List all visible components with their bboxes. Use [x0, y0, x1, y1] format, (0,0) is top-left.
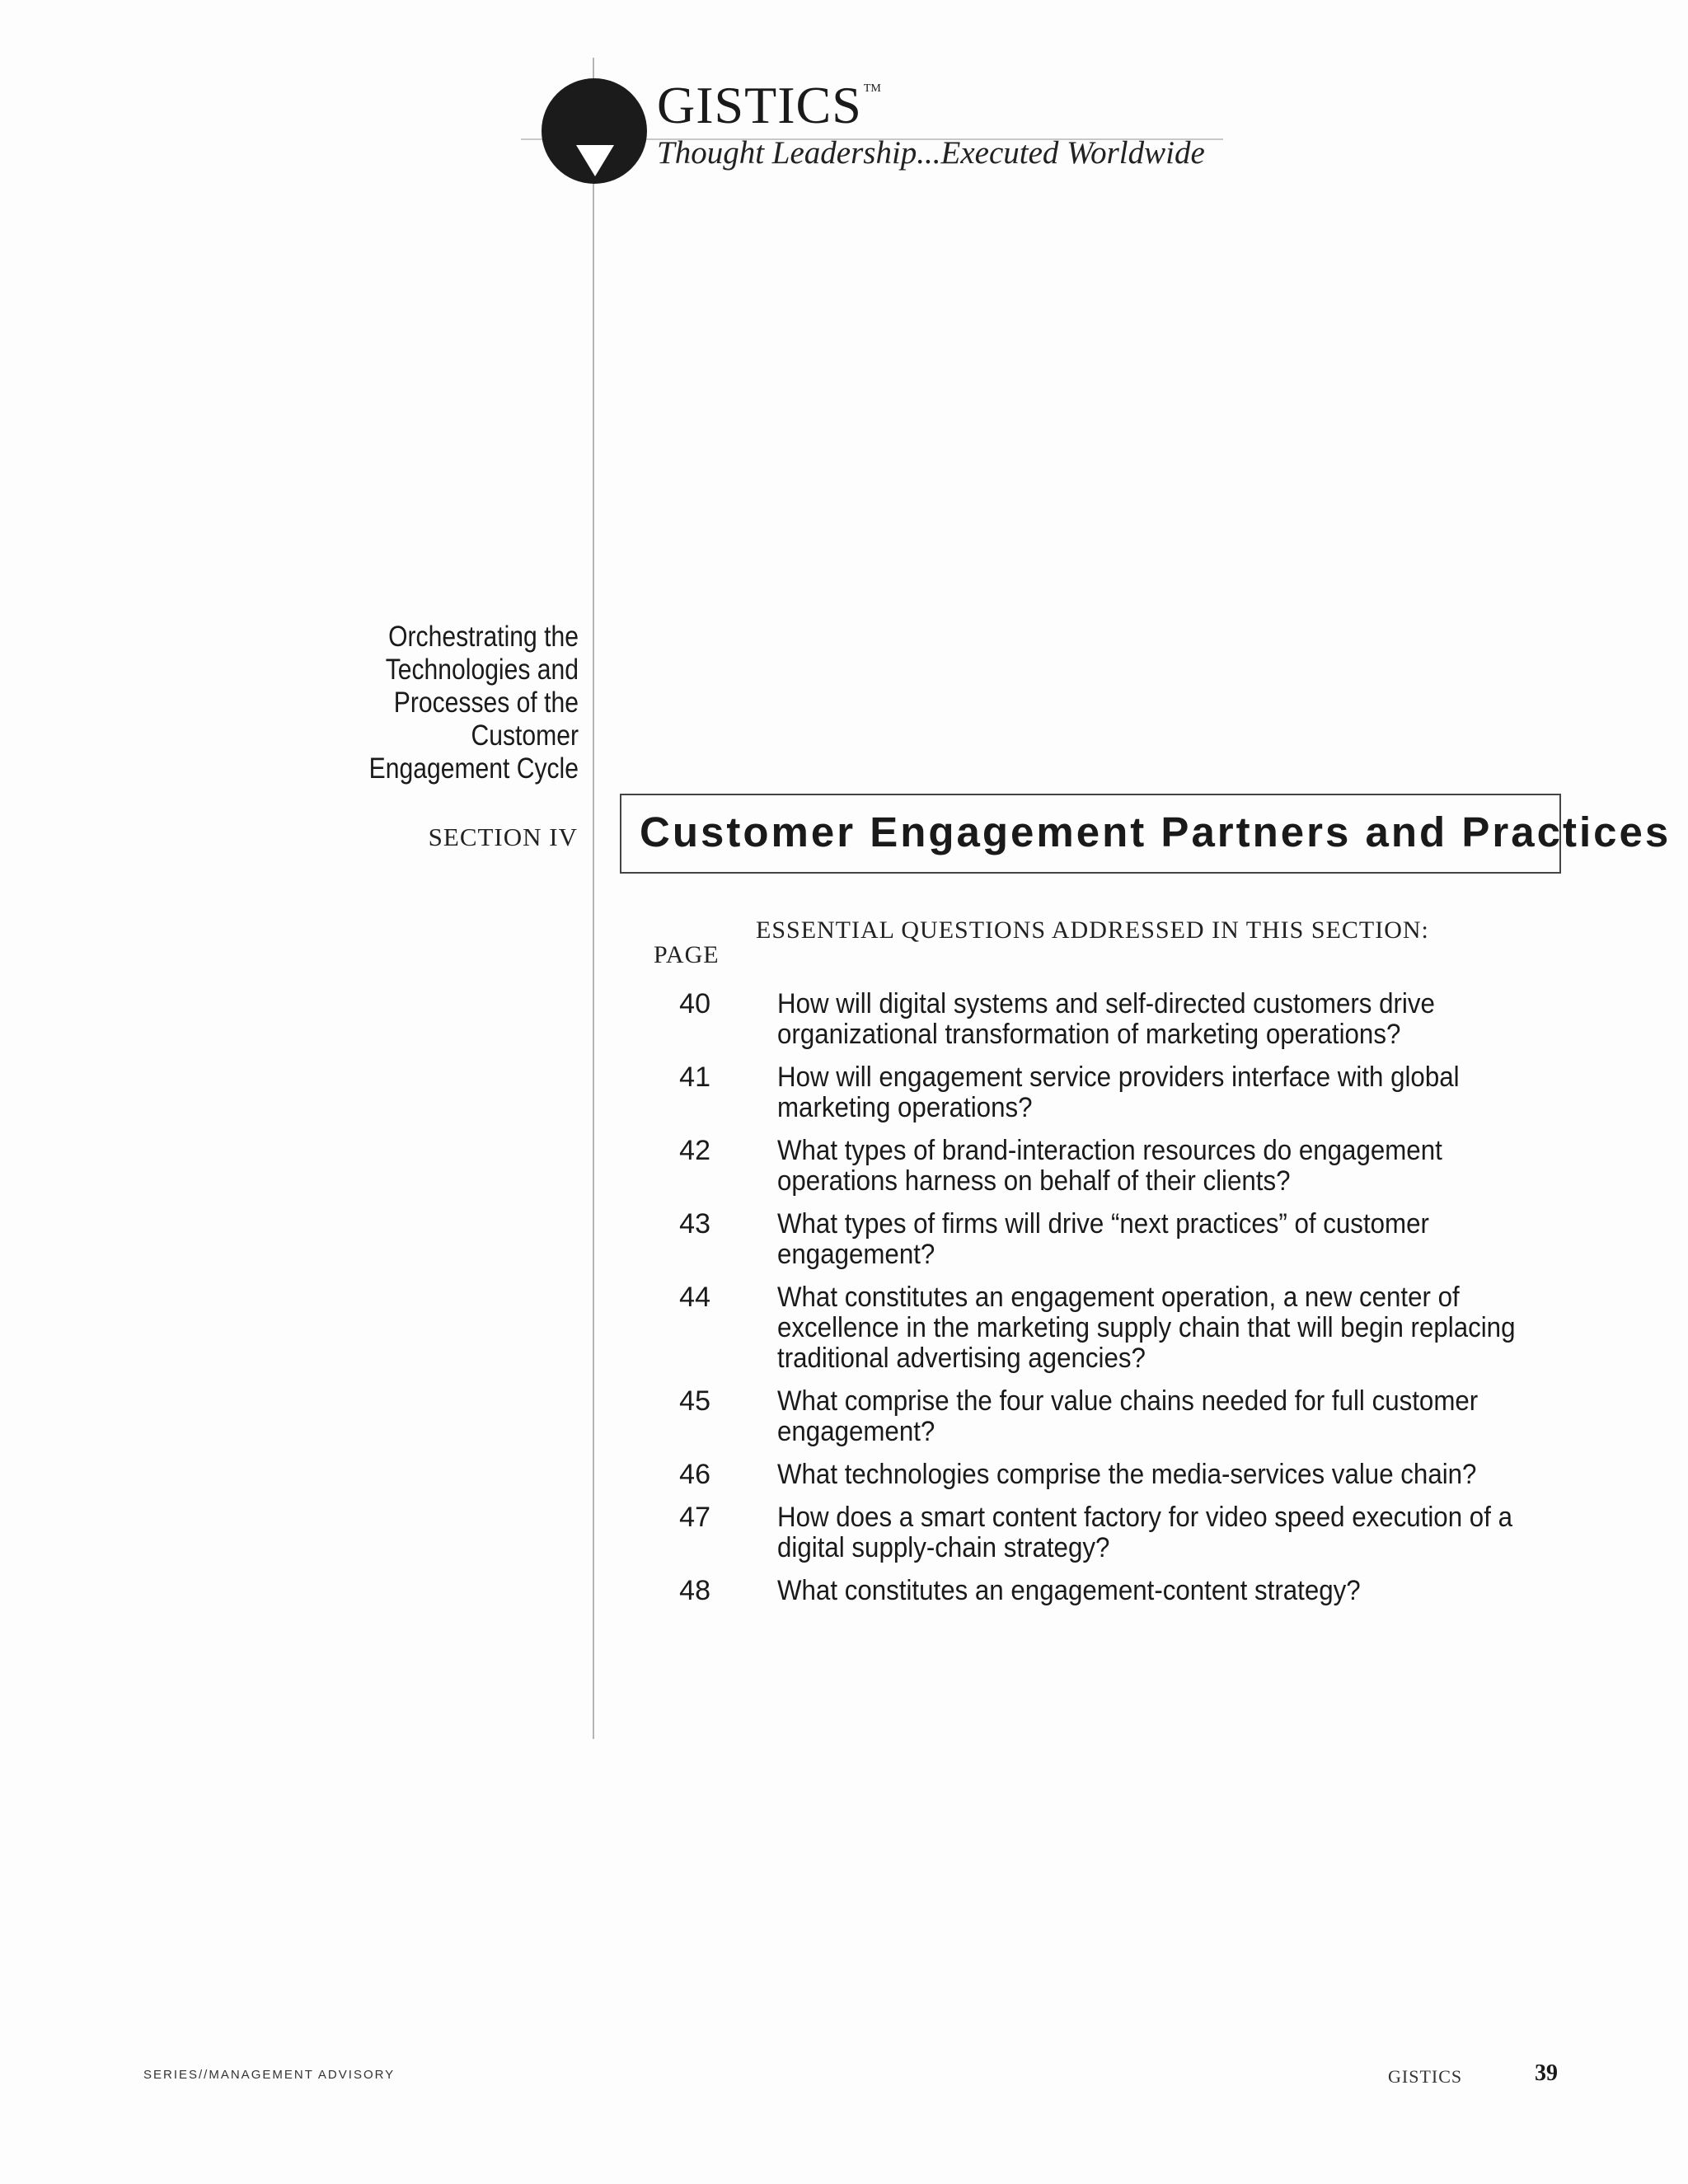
side-title-line: Orchestrating the [388, 621, 579, 653]
question-text: How will digital systems and self-directed customers drive organizational transformation of marketing operations? [777, 988, 1435, 1050]
side-title-line: Processes of the [393, 687, 579, 719]
question-text: How will engagement service providers interface with global marketing operations? [777, 1062, 1460, 1123]
question-text: What types of firms will drive “next practices” of customer engagement? [777, 1208, 1429, 1270]
question-page: 43 [679, 1208, 710, 1240]
section-label: SECTION IV [428, 823, 578, 851]
question-page: 45 [679, 1385, 710, 1417]
page-column-label: PAGE [654, 941, 720, 968]
question-page: 41 [679, 1062, 710, 1093]
question-text: What constitutes an engagement operation, a new center of excellence in the marketing supply chain that will begin replacing traditional advertising agencies? [777, 1282, 1516, 1374]
question-page: 47 [679, 1502, 710, 1533]
question-text: What constitutes an engagement-content strategy? [777, 1575, 1361, 1606]
question-text: How does a smart content factory for video speed execution of a digital supply-chain strategy? [777, 1502, 1512, 1563]
question-page: 40 [679, 988, 710, 1019]
question-page: 46 [679, 1459, 710, 1490]
question-page: 42 [679, 1135, 710, 1166]
side-title-line: Customer [471, 719, 579, 752]
trademark-mark: TM [863, 82, 881, 95]
question-text: What technologies comprise the media-services value chain? [777, 1459, 1477, 1490]
brand-name-text: GISTICS [657, 76, 862, 134]
section-heading: Customer Engagement Partners and Practices [640, 808, 1672, 855]
questions-heading: ESSENTIAL QUESTIONS ADDRESSED IN THIS SECTION: [756, 916, 1429, 944]
question-text: What types of brand-interaction resources do engagement operations harness on behalf of their clients? [777, 1135, 1442, 1197]
question-text: What comprise the four value chains needed for full customer engagement? [777, 1385, 1479, 1447]
question-page: 44 [679, 1282, 710, 1313]
logo-triangle-icon [576, 145, 614, 176]
brand-tagline: Thought Leadership...Executed Worldwide [657, 135, 1205, 171]
brand-name [657, 76, 881, 134]
question-page: 48 [679, 1575, 710, 1606]
vertical-rule [593, 58, 594, 1739]
page-number: 39 [1535, 2060, 1558, 2086]
footer-series: SERIES//MANAGEMENT ADVISORY [143, 2068, 396, 2082]
section-side-title [338, 621, 579, 785]
side-title-line: Engagement Cycle [368, 752, 579, 785]
side-title-line: Technologies and [385, 654, 579, 686]
footer-brand: GISTICS [1388, 2066, 1463, 2087]
